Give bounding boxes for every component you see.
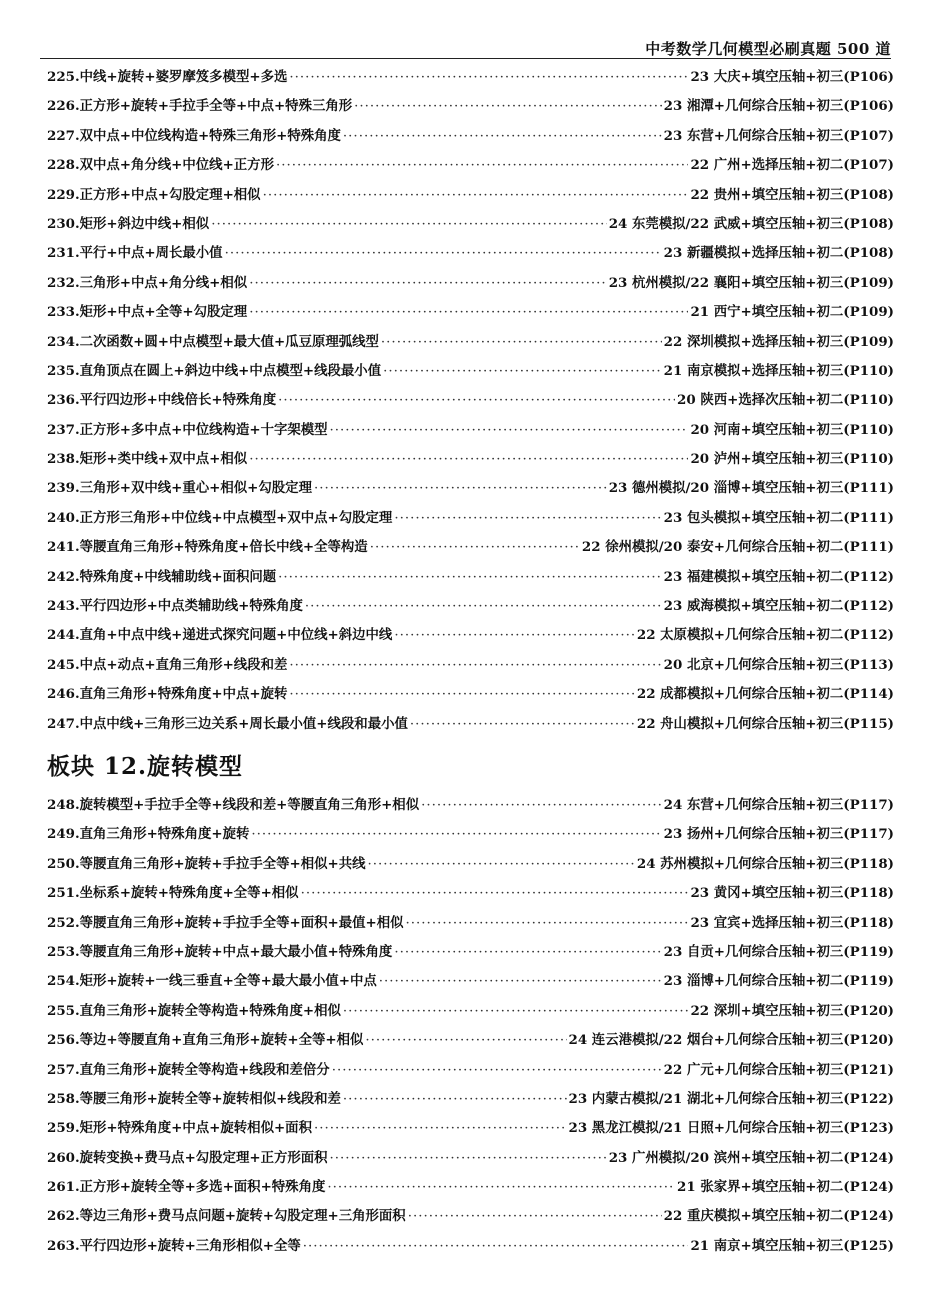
leader-dots xyxy=(289,680,635,709)
list-item xyxy=(47,680,894,709)
item-source: 24 连云港模拟/22 烟台+几何综合压轴+初三(P120) xyxy=(568,1032,894,1049)
list-item xyxy=(47,1026,894,1055)
list-item xyxy=(47,820,894,849)
section-title: 板块 12.旋转模型 xyxy=(47,753,244,780)
item-label: 247.中点中线+三角形三边关系+周长最小值+线段和最小值 xyxy=(47,715,408,732)
leader-dots xyxy=(249,269,607,298)
item-source: 20 河南+填空压轴+初三(P110) xyxy=(690,421,894,438)
list-item xyxy=(47,1202,894,1231)
item-source: 20 陕西+选择次压轴+初二(P110) xyxy=(677,392,894,409)
list-item xyxy=(47,651,894,680)
item-label: 235.直角顶点在圆上+斜边中线+中点模型+线段最小值 xyxy=(47,362,382,379)
list-item xyxy=(47,710,894,739)
leader-dots xyxy=(314,474,607,503)
list-item xyxy=(47,1173,894,1202)
leader-dots xyxy=(381,328,662,357)
item-label: 246.直角三角形+特殊角度+中点+旋转 xyxy=(47,686,288,703)
leader-dots xyxy=(365,1026,566,1055)
leader-dots xyxy=(379,967,662,996)
item-label: 228.双中点+角分线+中位线+正方形 xyxy=(47,157,274,174)
leader-dots xyxy=(305,592,662,621)
item-source: 21 南京模拟+选择压轴+初三(P110) xyxy=(663,362,894,379)
item-label: 253.等腰直角三角形+旋转+中点+最大最小值+特殊角度 xyxy=(47,943,393,960)
section-11-list xyxy=(47,63,894,739)
list-item xyxy=(47,504,894,533)
list-item xyxy=(47,63,894,92)
item-source: 24 东莞模拟/22 武威+填空压轴+初三(P108) xyxy=(608,215,894,232)
item-label: 226.正方形+旋转+手拉手全等+中点+特殊三角形 xyxy=(47,98,353,115)
list-item xyxy=(47,533,894,562)
list-item xyxy=(47,416,894,445)
list-item xyxy=(47,386,894,415)
item-source: 23 福建模拟+填空压轴+初二(P112) xyxy=(663,568,894,585)
item-source: 23 大庆+填空压轴+初三(P106) xyxy=(690,69,894,85)
leader-dots xyxy=(303,1232,689,1261)
item-source: 20 北京+几何综合压轴+初三(P113) xyxy=(663,656,894,673)
list-item xyxy=(47,122,894,151)
item-label: 237.正方形+多中点+中位线构造+十字架模型 xyxy=(47,421,328,438)
item-label: 233.矩形+中点+全等+勾股定理 xyxy=(47,304,248,321)
item-label: 259.矩形+特殊角度+中点+旋转相似+面积 xyxy=(47,1120,312,1137)
leader-dots xyxy=(368,850,635,879)
list-item xyxy=(47,879,894,908)
item-label: 240.正方形三角形+中位线+中点模型+双中点+勾股定理 xyxy=(47,509,393,526)
leader-dots xyxy=(251,820,661,849)
leader-dots xyxy=(394,938,661,967)
item-source: 22 贵州+填空压轴+初三(P108) xyxy=(690,186,894,203)
item-label: 225.中线+旋转+婆罗摩笈多模型+多选 xyxy=(47,69,288,85)
list-item xyxy=(47,850,894,879)
list-item xyxy=(47,181,894,210)
leader-dots xyxy=(330,416,689,445)
item-label: 256.等边+等腰直角+直角三角形+旋转+全等+相似 xyxy=(47,1032,364,1049)
list-item xyxy=(47,474,894,503)
item-source: 20 泸州+填空压轴+初三(P110) xyxy=(690,451,894,468)
item-source: 24 苏州模拟+几何综合压轴+初三(P118) xyxy=(636,855,894,872)
leader-dots xyxy=(343,997,689,1026)
list-item xyxy=(47,239,894,268)
item-source: 23 湘潭+几何综合压轴+初三(P106) xyxy=(663,98,894,115)
item-source: 21 西宁+填空压轴+初二(P109) xyxy=(690,304,894,321)
item-label: 234.二次函数+圆+中点模型+最大值+瓜豆原理弧线型 xyxy=(47,333,379,350)
leader-dots xyxy=(343,1085,567,1114)
item-source: 23 宜宾+选择压轴+初三(P118) xyxy=(690,914,894,931)
item-source: 22 深圳模拟+选择压轴+初三(P109) xyxy=(663,333,894,350)
item-label: 263.平行四边形+旋转+三角形相似+全等 xyxy=(47,1237,301,1254)
list-item xyxy=(47,563,894,592)
item-label: 241.等腰直角三角形+特殊角度+倍长中线+全等构造 xyxy=(47,539,368,556)
item-source: 23 杭州模拟/22 襄阳+填空压轴+初三(P109) xyxy=(608,274,894,291)
item-label: 238.矩形+类中线+双中点+相似 xyxy=(47,451,248,468)
list-item xyxy=(47,210,894,239)
leader-dots xyxy=(278,386,675,415)
item-source: 21 南京+填空压轴+初三(P125) xyxy=(690,1237,894,1254)
leader-dots xyxy=(394,621,635,650)
item-label: 227.双中点+中位线构造+特殊三角形+特殊角度 xyxy=(47,127,341,144)
leader-dots xyxy=(314,1114,567,1143)
item-source: 22 广元+几何综合压轴+初三(P121) xyxy=(663,1061,894,1078)
item-source: 22 广州+选择压轴+初二(P107) xyxy=(690,157,894,174)
item-label: 255.直角三角形+旋转全等构造+特殊角度+相似 xyxy=(47,1002,341,1019)
item-source: 21 张家界+填空压轴+初二(P124) xyxy=(677,1179,894,1196)
leader-dots xyxy=(211,210,607,239)
item-label: 244.直角+中点中线+递进式探究问题+中位线+斜边中线 xyxy=(47,627,393,644)
leader-dots xyxy=(410,710,635,739)
list-item xyxy=(47,1056,894,1085)
list-item xyxy=(47,328,894,357)
leader-dots xyxy=(343,122,662,151)
leader-dots xyxy=(289,651,661,680)
item-label: 243.平行四边形+中点类辅助线+特殊角度 xyxy=(47,598,303,615)
item-label: 236.平行四边形+中线倍长+特殊角度 xyxy=(47,392,277,409)
list-item xyxy=(47,92,894,121)
leader-dots xyxy=(301,879,689,908)
item-source: 23 威海模拟+填空压轴+初二(P112) xyxy=(663,598,894,615)
list-item xyxy=(47,269,894,298)
list-item xyxy=(47,938,894,967)
leader-dots xyxy=(278,563,662,592)
leader-dots xyxy=(327,1173,675,1202)
list-item xyxy=(47,621,894,650)
item-source: 23 广州模拟/20 滨州+填空压轴+初二(P124) xyxy=(608,1149,894,1166)
item-source: 23 自贡+几何综合压轴+初三(P119) xyxy=(663,943,894,960)
item-label: 248.旋转模型+手拉手全等+线段和差+等腰直角三角形+相似 xyxy=(47,797,420,813)
list-item xyxy=(47,967,894,996)
item-label: 258.等腰三角形+旋转全等+旋转相似+线段和差 xyxy=(47,1090,341,1107)
list-item xyxy=(47,1114,894,1143)
leader-dots xyxy=(249,298,688,327)
leader-dots xyxy=(354,92,662,121)
item-label: 232.三角形+中点+角分线+相似 xyxy=(47,274,248,291)
list-item xyxy=(47,445,894,474)
item-source: 23 扬州+几何综合压轴+初三(P117) xyxy=(663,826,894,843)
item-source: 23 德州模拟/20 淄博+填空压轴+初三(P111) xyxy=(608,480,894,497)
leader-dots xyxy=(421,791,662,820)
item-label: 229.正方形+中点+勾股定理+相似 xyxy=(47,186,261,203)
leader-dots xyxy=(249,445,688,474)
list-item xyxy=(47,1232,894,1261)
item-label: 239.三角形+双中线+重心+相似+勾股定理 xyxy=(47,480,312,497)
item-label: 261.正方形+旋转全等+多选+面积+特殊角度 xyxy=(47,1179,326,1196)
leader-dots xyxy=(408,1202,662,1231)
item-label: 249.直角三角形+特殊角度+旋转 xyxy=(47,826,250,843)
list-item xyxy=(47,298,894,327)
leader-dots xyxy=(330,1144,607,1173)
item-source: 24 东营+几何综合压轴+初三(P117) xyxy=(663,797,894,813)
item-label: 230.矩形+斜边中线+相似 xyxy=(47,215,210,232)
item-source: 22 太原模拟+几何综合压轴+初二(P112) xyxy=(636,627,894,644)
book-title: 中考数学几何模型必刷真题 500 道 xyxy=(645,40,891,58)
item-label: 260.旋转变换+费马点+勾股定理+正方形面积 xyxy=(47,1149,328,1166)
list-item xyxy=(47,997,894,1026)
item-label: 250.等腰直角三角形+旋转+手拉手全等+相似+共线 xyxy=(47,855,366,872)
leader-dots xyxy=(383,357,662,386)
item-source: 23 黄冈+填空压轴+初三(P118) xyxy=(690,885,894,902)
item-label: 257.直角三角形+旋转全等构造+线段和差倍分 xyxy=(47,1061,330,1078)
item-label: 251.坐标系+旋转+特殊角度+全等+相似 xyxy=(47,885,299,902)
leader-dots xyxy=(394,504,661,533)
item-source: 23 东营+几何综合压轴+初三(P107) xyxy=(663,127,894,144)
item-source: 22 成都模拟+几何综合压轴+初二(P114) xyxy=(636,686,894,703)
item-source: 22 重庆模拟+填空压轴+初二(P124) xyxy=(663,1208,894,1225)
item-source: 23 内蒙古模拟/21 湖北+几何综合压轴+初三(P122) xyxy=(568,1090,894,1107)
leader-dots xyxy=(276,151,688,180)
item-source: 23 黑龙江模拟/21 日照+几何综合压轴+初三(P123) xyxy=(568,1120,894,1137)
item-source: 22 舟山模拟+几何综合压轴+初三(P115) xyxy=(636,715,894,732)
leader-dots xyxy=(370,533,580,562)
item-label: 262.等边三角形+费马点问题+旋转+勾股定理+三角形面积 xyxy=(47,1208,406,1225)
item-label: 231.平行+中点+周长最小值 xyxy=(47,245,223,262)
leader-dots xyxy=(332,1056,662,1085)
item-source: 22 深圳+填空压轴+初三(P120) xyxy=(690,1002,894,1019)
item-source: 22 徐州模拟/20 泰安+几何综合压轴+初二(P111) xyxy=(581,539,894,556)
item-source: 23 淄博+几何综合压轴+初二(P119) xyxy=(663,973,894,990)
list-item xyxy=(47,1085,894,1114)
list-item xyxy=(47,357,894,386)
list-item xyxy=(47,909,894,938)
leader-dots xyxy=(225,239,662,268)
section-12-list xyxy=(47,791,894,1261)
list-item xyxy=(47,791,894,820)
item-source: 23 新疆模拟+选择压轴+初二(P108) xyxy=(663,245,894,262)
list-item xyxy=(47,1144,894,1173)
leader-dots xyxy=(289,63,688,92)
leader-dots xyxy=(263,181,689,210)
item-label: 252.等腰直角三角形+旋转+手拉手全等+面积+最值+相似 xyxy=(47,914,404,931)
item-label: 242.特殊角度+中线辅助线+面积问题 xyxy=(47,568,277,585)
leader-dots xyxy=(406,909,689,938)
page-header xyxy=(40,30,891,59)
list-item xyxy=(47,151,894,180)
item-label: 245.中点+动点+直角三角形+线段和差 xyxy=(47,656,288,673)
item-label: 254.矩形+旋转+一线三垂直+全等+最大最小值+中点 xyxy=(47,973,377,990)
list-item xyxy=(47,592,894,621)
item-source: 23 包头模拟+填空压轴+初二(P111) xyxy=(663,509,894,526)
